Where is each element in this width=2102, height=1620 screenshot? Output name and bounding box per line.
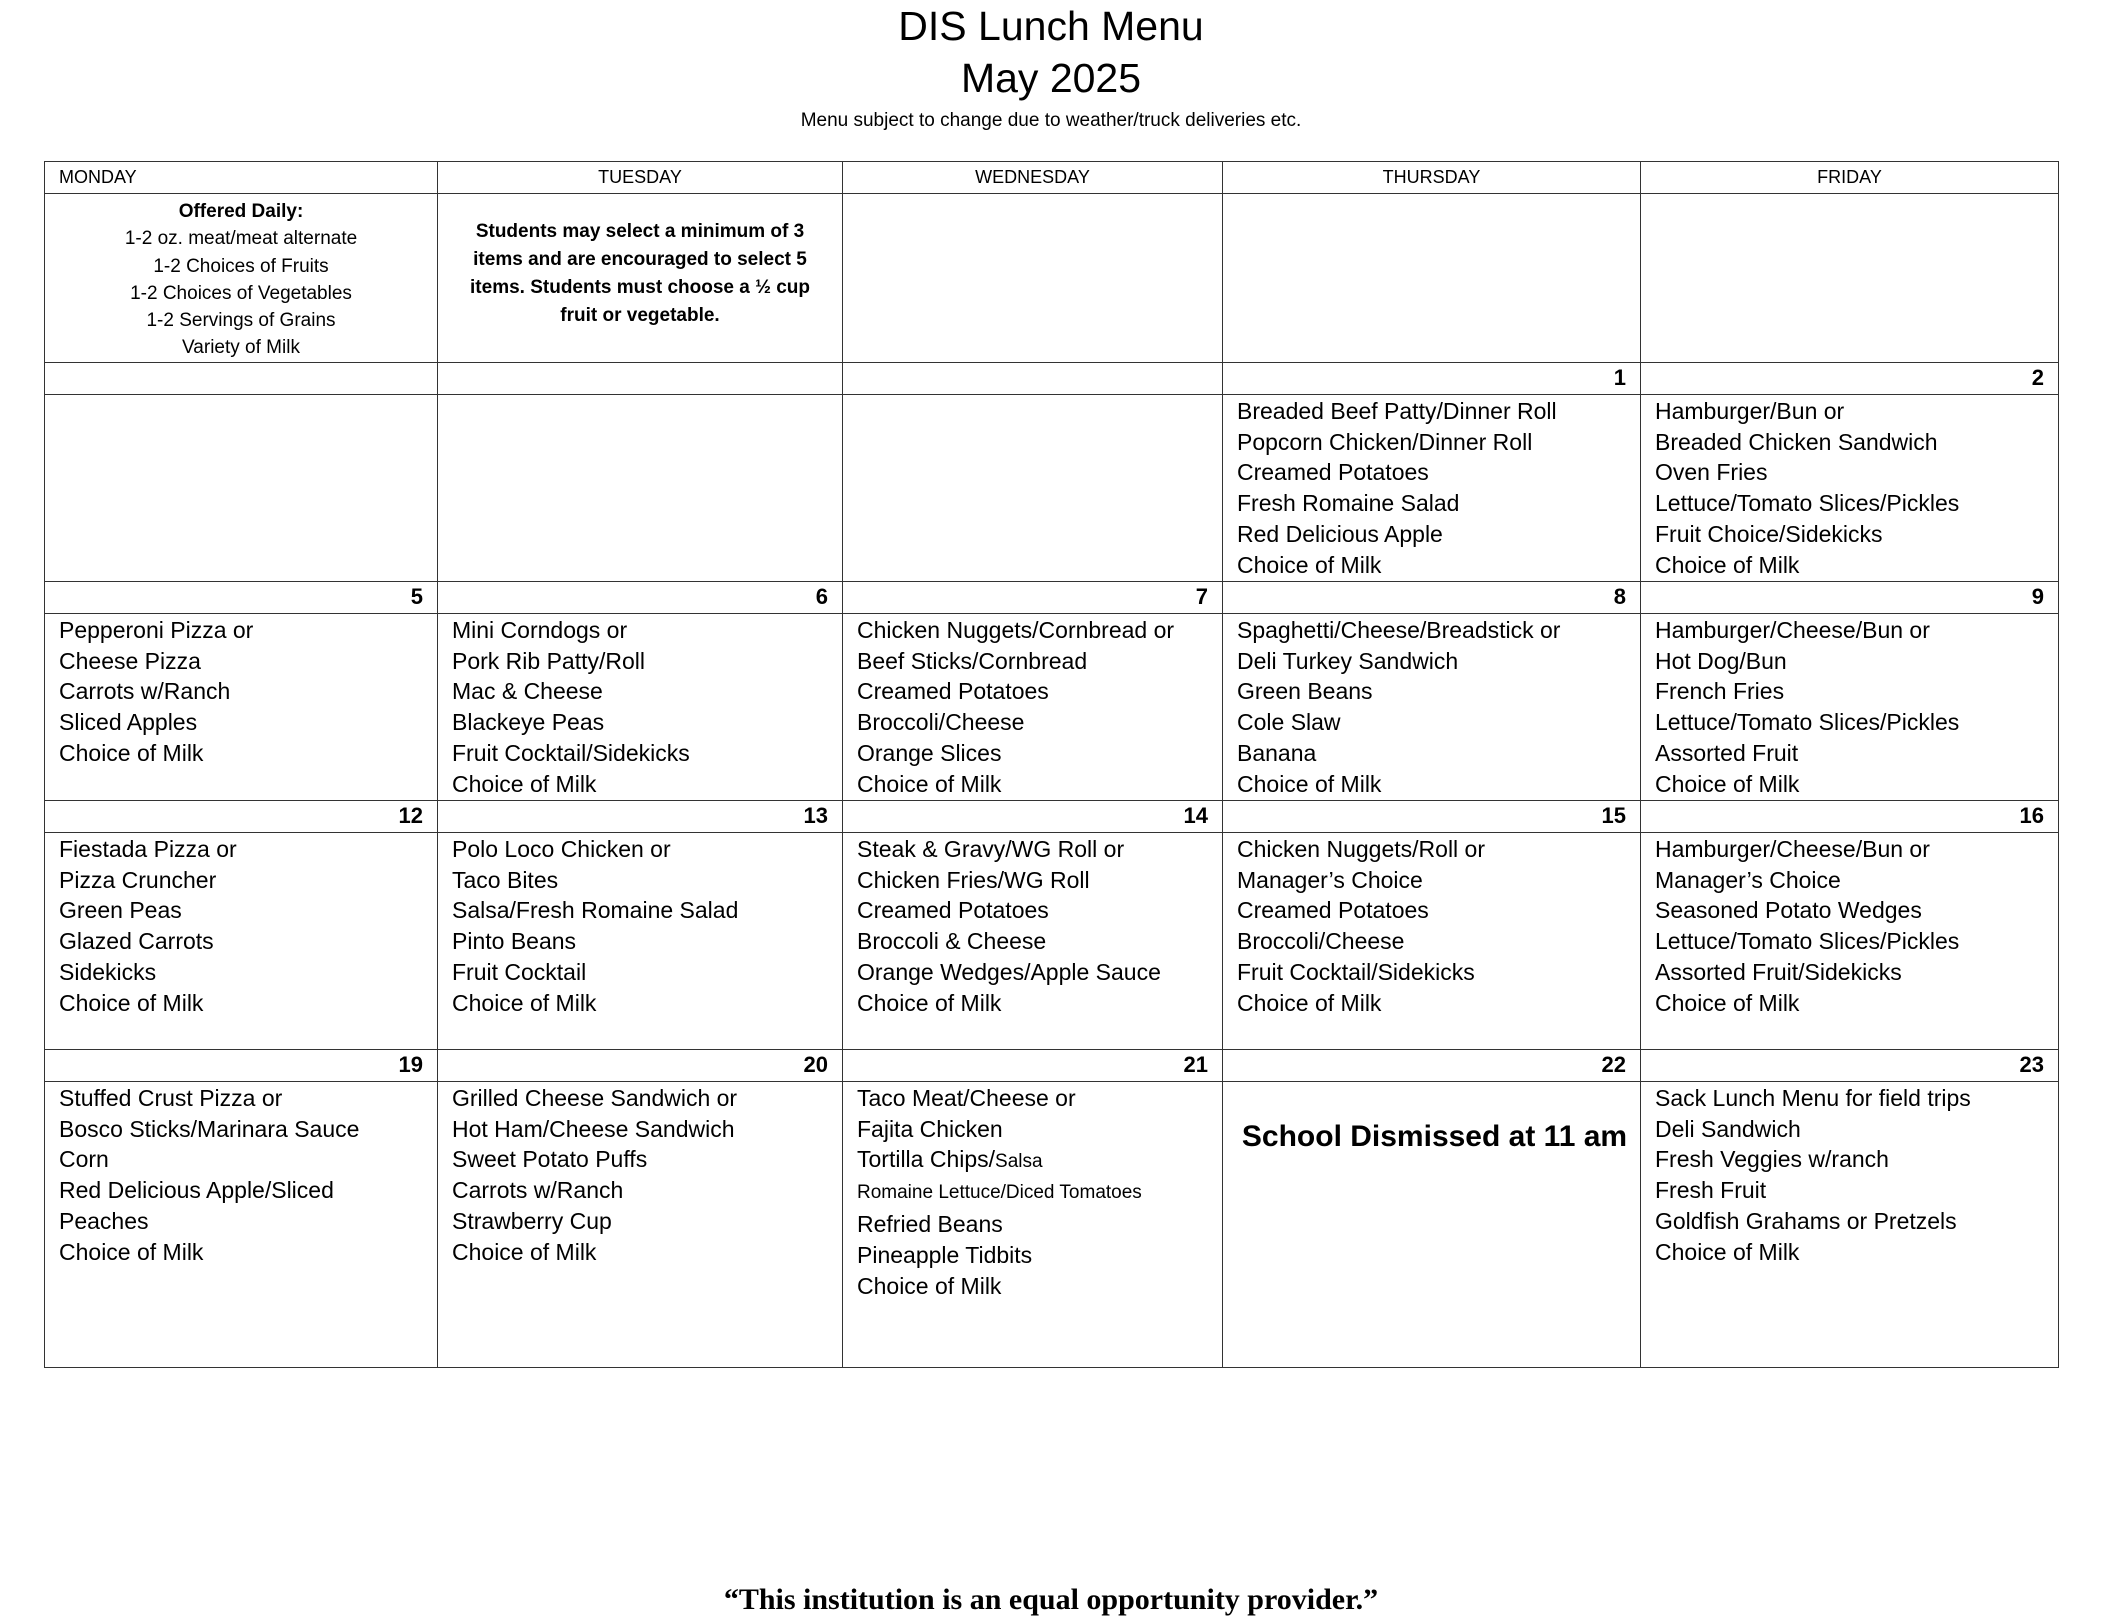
menu-item: Choice of Milk	[1237, 989, 1382, 1016]
menu-cell	[1641, 832, 2059, 1049]
menu-item: Bosco Sticks/Marinara Sauce	[59, 1115, 360, 1142]
menu-item: Assorted Fruit/Sidekicks	[1655, 958, 1902, 985]
menu-item: Fajita Chicken	[857, 1115, 1003, 1142]
date-number: 16	[1641, 800, 2059, 832]
menu-item: Stuffed Crust Pizza or	[59, 1084, 283, 1111]
menu-cell	[45, 1081, 438, 1367]
menu-item: Popcorn Chicken/Dinner Roll	[1237, 428, 1533, 455]
menu-row	[45, 832, 2059, 1049]
menu-item: Corn	[59, 1146, 109, 1173]
menu-item: Choice of Milk	[59, 739, 204, 766]
menu-cell	[843, 1081, 1223, 1367]
menu-item: Glazed Carrots	[59, 928, 214, 955]
date-row	[45, 1049, 2059, 1081]
menu-item: Polo Loco Chicken or	[452, 835, 671, 862]
menu-cell	[438, 613, 843, 800]
menu-item: Sack Lunch Menu for field trips	[1655, 1084, 1971, 1111]
menu-cell	[1641, 394, 2059, 581]
menu-item: Sidekicks	[59, 958, 157, 985]
menu-item: Beef Sticks/Cornbread	[857, 647, 1088, 674]
date-row	[45, 362, 2059, 394]
menu-item: Hamburger/Bun or	[1655, 397, 1845, 424]
date-row	[45, 581, 2059, 613]
menu-item: Sliced Apples	[59, 709, 198, 736]
menu-item: Oven Fries	[1655, 459, 1768, 486]
menu-item: Assorted Fruit	[1655, 739, 1799, 766]
date-number: 15	[1223, 800, 1641, 832]
menu-item: Creamed Potatoes	[857, 897, 1049, 924]
menu-item: Red Delicious Apple/Sliced	[59, 1177, 334, 1204]
menu-item: Mini Corndogs or	[452, 616, 628, 643]
menu-item: Choice of Milk	[1655, 551, 1800, 578]
weekday-header-row	[45, 162, 2059, 194]
offered-daily-item: 1-2 Choices of Fruits	[153, 255, 329, 277]
dismissal-notice-cell	[1223, 1081, 1641, 1367]
menu-item: Fruit Cocktail/Sidekicks	[452, 739, 690, 766]
menu-item: French Fries	[1655, 678, 1785, 705]
menu-item: Pizza Cruncher	[59, 866, 217, 893]
empty-cell	[1641, 194, 2059, 363]
menu-cell	[1223, 613, 1641, 800]
menu-item: Choice of Milk	[857, 989, 1002, 1016]
menu-item: Pinto Beans	[452, 928, 577, 955]
menu-item: Fruit Cocktail	[452, 958, 587, 985]
menu-item: Grilled Cheese Sandwich or	[452, 1084, 738, 1111]
menu-item: Taco Meat/Cheese or	[857, 1084, 1076, 1111]
weekday-header: TUESDAY	[438, 162, 843, 194]
menu-item: Choice of Milk	[1655, 770, 1800, 797]
menu-item-text: Tortilla Chips/	[857, 1146, 996, 1173]
menu-item: Deli Turkey Sandwich	[1237, 647, 1459, 674]
offered-daily-item: 1-2 Servings of Grains	[146, 310, 336, 332]
menu-item: Choice of Milk	[1237, 770, 1382, 797]
menu-cell	[438, 832, 843, 1049]
menu-item	[857, 1144, 1214, 1178]
menu-item: Taco Bites	[452, 866, 559, 893]
menu-item: Breaded Beef Patty/Dinner Roll	[1237, 397, 1557, 424]
date-number: 5	[45, 581, 438, 613]
menu-item: Chicken Nuggets/Cornbread or	[857, 616, 1175, 643]
menu-item: Hamburger/Cheese/Bun or	[1655, 616, 1930, 643]
page-title: DIS Lunch Menu	[898, 3, 1204, 49]
menu-cell	[438, 394, 843, 581]
lunch-menu-calendar	[44, 161, 2059, 1368]
empty-cell	[1223, 194, 1641, 363]
selection-policy: Students may select a minimum of 3 items and are encouraged to select 5 items. Students must choose a ½ cup fruit or vegetable.	[470, 221, 810, 326]
menu-item: Blackeye Peas	[452, 709, 605, 736]
menu-cell	[1223, 394, 1641, 581]
date-number: 20	[438, 1049, 843, 1081]
menu-cell	[45, 832, 438, 1049]
menu-item: Sweet Potato Puffs	[452, 1146, 648, 1173]
weekday-header: MONDAY	[45, 162, 438, 194]
menu-item: Deli Sandwich	[1655, 1115, 1801, 1142]
menu-item: Lettuce/Tomato Slices/Pickles	[1655, 928, 1960, 955]
date-number: 6	[438, 581, 843, 613]
menu-item: Choice of Milk	[1237, 551, 1382, 578]
date-number: 13	[438, 800, 843, 832]
offered-daily-cell	[45, 194, 438, 363]
menu-item: Mac & Cheese	[452, 678, 603, 705]
offered-daily-item: 1-2 Choices of Vegetables	[130, 282, 352, 304]
menu-item: Choice of Milk	[1655, 989, 1800, 1016]
menu-item: Orange Wedges/Apple Sauce	[857, 958, 1161, 985]
menu-item: Chicken Fries/WG Roll	[857, 866, 1090, 893]
menu-item: Broccoli/Cheese	[1237, 928, 1405, 955]
dismissal-notice: School Dismissed at 11 am	[1241, 1119, 1628, 1153]
menu-item: Creamed Potatoes	[1237, 897, 1429, 924]
empty-cell	[843, 194, 1223, 363]
date-number: 1	[1223, 362, 1641, 394]
menu-item: Strawberry Cup	[452, 1207, 612, 1234]
menu-item: Choice of Milk	[59, 1238, 204, 1265]
menu-item: Green Peas	[59, 897, 182, 924]
menu-item: Pepperoni Pizza or	[59, 616, 254, 643]
menu-item: Steak & Gravy/WG Roll or	[857, 835, 1125, 862]
menu-item: Spaghetti/Cheese/Breadstick or	[1237, 616, 1561, 643]
menu-item: Salsa/Fresh Romaine Salad	[452, 897, 739, 924]
menu-item: Goldfish Grahams or Pretzels	[1655, 1207, 1957, 1234]
offered-daily-item: 1-2 oz. meat/meat alternate	[124, 228, 358, 250]
date-number	[843, 362, 1223, 394]
menu-item: Choice of Milk	[857, 770, 1002, 797]
menu-item: Creamed Potatoes	[857, 678, 1049, 705]
date-row	[45, 800, 2059, 832]
menu-cell	[1641, 1081, 2059, 1367]
menu-item: Hamburger/Cheese/Bun or	[1655, 835, 1930, 862]
menu-item: Green Beans	[1237, 678, 1373, 705]
menu-item: Peaches	[59, 1207, 149, 1234]
menu-cell	[438, 1081, 843, 1367]
date-number: 19	[45, 1049, 438, 1081]
menu-cell	[45, 613, 438, 800]
menu-item: Breaded Chicken Sandwich	[1655, 428, 1938, 455]
menu-cell	[1641, 613, 2059, 800]
menu-item: Broccoli/Cheese	[857, 709, 1025, 736]
menu-item: Refried Beans	[857, 1210, 1003, 1237]
menu-item: Red Delicious Apple	[1237, 520, 1443, 547]
menu-item: Choice of Milk	[452, 989, 597, 1016]
menu-item: Carrots w/Ranch	[59, 678, 231, 705]
date-number: 22	[1223, 1049, 1641, 1081]
date-number: 9	[1641, 581, 2059, 613]
equal-opportunity-statement: “This institution is an equal opportunity provider.”	[723, 1583, 1379, 1616]
menu-item: Choice of Milk	[452, 1238, 597, 1265]
menu-item: Broccoli & Cheese	[857, 928, 1047, 955]
menu-item: Choice of Milk	[452, 770, 597, 797]
menu-item: Fiestada Pizza or	[59, 835, 237, 862]
date-number: 7	[843, 581, 1223, 613]
menu-cell	[1223, 832, 1641, 1049]
menu-item: Pork Rib Patty/Roll	[452, 647, 646, 674]
date-number: 14	[843, 800, 1223, 832]
menu-item: Hot Ham/Cheese Sandwich	[452, 1115, 735, 1142]
date-number	[45, 362, 438, 394]
menu-item: Lettuce/Tomato Slices/Pickles	[1655, 490, 1960, 517]
date-number: 23	[1641, 1049, 2059, 1081]
menu-item: Cole Slaw	[1237, 709, 1341, 736]
menu-item: Fruit Choice/Sidekicks	[1655, 520, 1883, 547]
menu-item: Choice of Milk	[857, 1272, 1002, 1299]
offered-daily-item: Variety of Milk	[182, 337, 300, 359]
menu-cell	[843, 613, 1223, 800]
menu-item: Lettuce/Tomato Slices/Pickles	[1655, 709, 1960, 736]
menu-disclaimer: Menu subject to change due to weather/truck deliveries etc.	[800, 110, 1302, 131]
menu-cell	[45, 394, 438, 581]
menu-item: Creamed Potatoes	[1237, 459, 1429, 486]
date-number: 21	[843, 1049, 1223, 1081]
page-subtitle-month: May 2025	[960, 55, 1142, 101]
menu-item: Manager’s Choice	[1655, 866, 1841, 893]
weekday-header: THURSDAY	[1223, 162, 1641, 194]
menu-item: Cheese Pizza	[59, 647, 201, 674]
menu-item-small-text: Salsa	[995, 1151, 1043, 1173]
offered-daily-heading: Offered Daily:	[178, 201, 304, 222]
menu-item: Banana	[1237, 739, 1317, 766]
selection-policy-cell	[438, 194, 843, 363]
info-row	[45, 194, 2059, 363]
date-number: 12	[45, 800, 438, 832]
menu-cell	[843, 832, 1223, 1049]
menu-item: Choice of Milk	[1655, 1238, 1800, 1265]
menu-item: Choice of Milk	[59, 989, 204, 1016]
menu-item: Carrots w/Ranch	[452, 1177, 624, 1204]
menu-item: Chicken Nuggets/Roll or	[1237, 835, 1486, 862]
menu-item: Fresh Romaine Salad	[1237, 490, 1460, 517]
menu-item: Fresh Veggies w/ranch	[1655, 1146, 1889, 1173]
menu-item: Romaine Lettuce/Diced Tomatoes	[857, 1182, 1142, 1204]
menu-row	[45, 394, 2059, 581]
weekday-header: WEDNESDAY	[843, 162, 1223, 194]
menu-item: Hot Dog/Bun	[1655, 647, 1787, 674]
date-number	[438, 362, 843, 394]
menu-item: Orange Slices	[857, 739, 1002, 766]
menu-item: Fresh Fruit	[1655, 1177, 1767, 1204]
date-number: 8	[1223, 581, 1641, 613]
menu-row	[45, 613, 2059, 800]
menu-item: Manager’s Choice	[1237, 866, 1423, 893]
menu-row	[45, 1081, 2059, 1367]
weekday-header: FRIDAY	[1641, 162, 2059, 194]
menu-item: Seasoned Potato Wedges	[1655, 897, 1922, 924]
menu-item: Fruit Cocktail/Sidekicks	[1237, 958, 1475, 985]
menu-item: Pineapple Tidbits	[857, 1241, 1033, 1268]
menu-cell	[843, 394, 1223, 581]
date-number: 2	[1641, 362, 2059, 394]
